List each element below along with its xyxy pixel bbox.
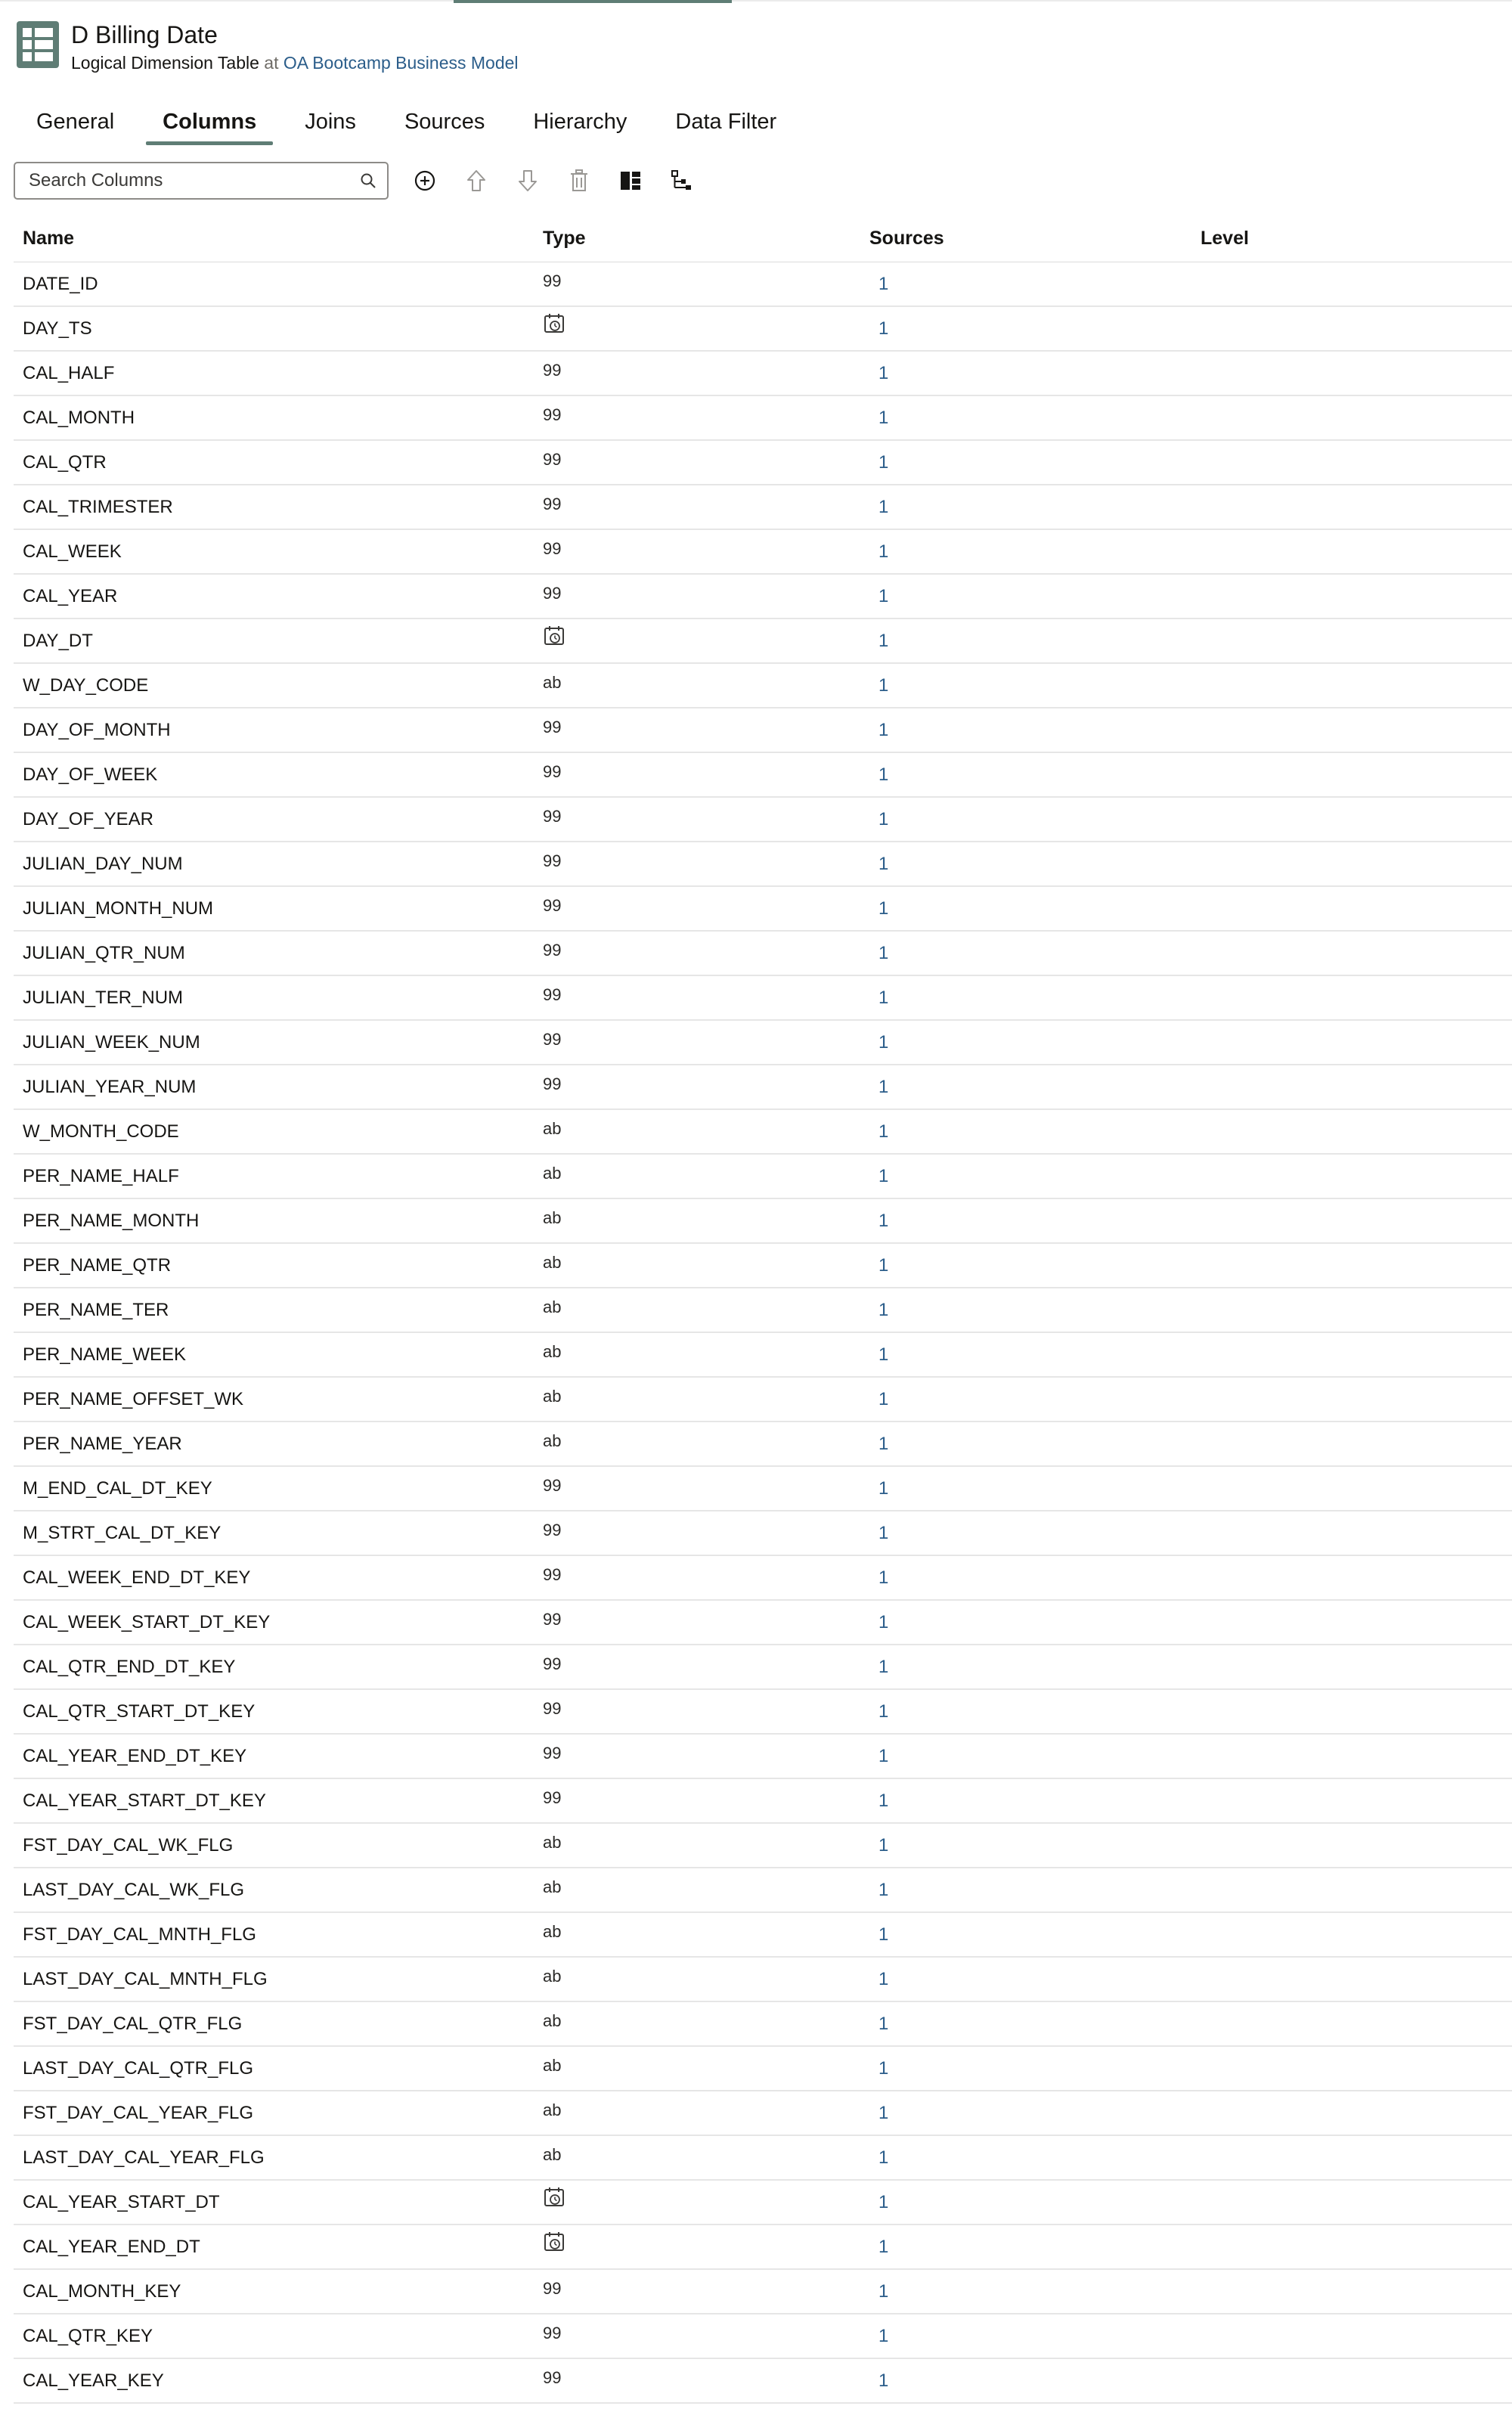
table-row[interactable] bbox=[14, 2225, 1512, 2270]
table-row[interactable] bbox=[14, 1244, 1512, 1288]
delete-button[interactable] bbox=[564, 166, 594, 196]
sources-link[interactable]: 1 bbox=[878, 451, 889, 473]
table-row[interactable] bbox=[14, 1065, 1512, 1110]
table-row[interactable] bbox=[14, 1288, 1512, 1333]
name-cell[interactable]: FST_DAY_CAL_YEAR_FLG bbox=[23, 2102, 254, 2123]
sources-link[interactable]: 1 bbox=[878, 1165, 889, 1186]
sources-link[interactable]: 1 bbox=[878, 2013, 889, 2034]
table-row[interactable] bbox=[14, 2359, 1512, 2404]
sources-link[interactable]: 1 bbox=[878, 1477, 889, 1499]
name-cell[interactable]: FST_DAY_CAL_QTR_FLG bbox=[23, 2013, 243, 2034]
name-cell[interactable]: CAL_WEEK_END_DT_KEY bbox=[23, 1567, 251, 1588]
type-cell: ab bbox=[543, 1341, 562, 1361]
name-cell[interactable]: CAL_YEAR_START_DT_KEY bbox=[23, 1790, 266, 1811]
name-cell[interactable]: CAL_MONTH bbox=[23, 407, 135, 428]
sources-link[interactable]: 1 bbox=[878, 2325, 889, 2346]
name-cell[interactable]: PER_NAME_YEAR bbox=[23, 1433, 182, 1454]
type-cell: 99 bbox=[543, 1787, 562, 1807]
type-cell: ab bbox=[543, 1163, 562, 1183]
table-row[interactable] bbox=[14, 485, 1512, 530]
table-row[interactable] bbox=[14, 2314, 1512, 2359]
name-cell[interactable]: JULIAN_DAY_NUM bbox=[23, 853, 183, 874]
type-cell: ab bbox=[543, 672, 562, 692]
type-cell: 99 bbox=[543, 717, 562, 736]
name-cell[interactable]: PER_NAME_HALF bbox=[23, 1165, 179, 1186]
table-row[interactable] bbox=[14, 262, 1512, 307]
add-column-button[interactable] bbox=[410, 166, 440, 196]
name-cell[interactable]: PER_NAME_OFFSET_WK bbox=[23, 1388, 244, 1409]
table-row[interactable] bbox=[14, 842, 1512, 887]
sources-link[interactable]: 1 bbox=[878, 318, 889, 339]
sources-link[interactable]: 1 bbox=[878, 1567, 889, 1588]
type-cell: 99 bbox=[543, 984, 562, 1004]
table-row[interactable] bbox=[14, 1779, 1512, 1824]
name-cell[interactable]: LAST_DAY_CAL_WK_FLG bbox=[23, 1879, 245, 1900]
name-cell[interactable]: M_STRT_CAL_DT_KEY bbox=[23, 1522, 222, 1543]
table-row[interactable] bbox=[14, 2002, 1512, 2047]
table-row[interactable] bbox=[14, 396, 1512, 441]
sources-link[interactable]: 1 bbox=[878, 674, 889, 696]
type-cell: 99 bbox=[543, 1520, 562, 1539]
type-cell: 99 bbox=[543, 360, 562, 380]
name-cell[interactable]: CAL_QTR bbox=[23, 451, 107, 473]
name-cell[interactable]: W_MONTH_CODE bbox=[23, 1121, 179, 1142]
name-cell[interactable]: JULIAN_WEEK_NUM bbox=[23, 1031, 200, 1053]
type-cell: ab bbox=[543, 2055, 562, 2075]
detail-view-icon bbox=[619, 169, 642, 192]
name-cell[interactable]: CAL_QTR_KEY bbox=[23, 2325, 153, 2346]
sources-link[interactable]: 1 bbox=[878, 585, 889, 606]
tab-general[interactable]: General bbox=[36, 110, 115, 134]
table-row[interactable] bbox=[14, 575, 1512, 619]
table-row[interactable] bbox=[14, 352, 1512, 396]
table-row[interactable] bbox=[14, 932, 1512, 976]
type-cell: 99 bbox=[543, 851, 562, 870]
header-level[interactable]: Level bbox=[1201, 227, 1249, 249]
name-cell[interactable]: CAL_MONTH_KEY bbox=[23, 2280, 181, 2302]
search-icon[interactable] bbox=[360, 172, 376, 189]
name-cell[interactable]: PER_NAME_QTR bbox=[23, 1254, 172, 1276]
name-cell[interactable]: CAL_TRIMESTER bbox=[23, 496, 173, 517]
sources-link[interactable]: 1 bbox=[878, 1254, 889, 1276]
arrow-up-icon bbox=[466, 169, 487, 193]
name-cell[interactable]: LAST_DAY_CAL_YEAR_FLG bbox=[23, 2147, 265, 2168]
sources-link[interactable]: 1 bbox=[878, 2191, 889, 2212]
sources-link[interactable]: 1 bbox=[878, 1701, 889, 1722]
type-cell: ab bbox=[543, 2144, 562, 2164]
name-cell[interactable]: FST_DAY_CAL_MNTH_FLG bbox=[23, 1924, 256, 1945]
name-cell[interactable]: DAY_OF_WEEK bbox=[23, 764, 158, 785]
name-cell[interactable]: JULIAN_QTR_NUM bbox=[23, 942, 185, 963]
name-cell[interactable]: CAL_YEAR_KEY bbox=[23, 2370, 164, 2391]
table-row[interactable] bbox=[14, 1199, 1512, 1244]
type-cell: 99 bbox=[543, 405, 562, 424]
page-subtitle bbox=[71, 51, 519, 74]
type-cell: ab bbox=[543, 1118, 562, 1138]
name-cell[interactable]: CAL_YEAR_END_DT bbox=[23, 2236, 200, 2257]
page-title: D Billing Date bbox=[71, 21, 218, 48]
sources-link[interactable]: 1 bbox=[878, 1834, 889, 1856]
type-cell: 99 bbox=[543, 2323, 562, 2342]
name-cell[interactable]: DATE_ID bbox=[23, 273, 98, 294]
type-cell: 99 bbox=[543, 1564, 562, 1584]
type-cell bbox=[543, 2186, 869, 2213]
sources-link[interactable]: 1 bbox=[878, 987, 889, 1008]
sources-link[interactable]: 1 bbox=[878, 1433, 889, 1454]
sources-link[interactable]: 1 bbox=[878, 407, 889, 428]
business-model-link[interactable]: OA Bootcamp Business Model bbox=[283, 53, 519, 73]
table-row[interactable] bbox=[14, 887, 1512, 932]
name-cell[interactable]: W_DAY_CODE bbox=[23, 674, 149, 696]
name-cell[interactable]: CAL_WEEK_START_DT_KEY bbox=[23, 1611, 271, 1632]
type-cell: 99 bbox=[543, 2367, 562, 2387]
table-row[interactable] bbox=[14, 753, 1512, 798]
sources-link[interactable]: 1 bbox=[878, 1968, 889, 1989]
type-cell: 99 bbox=[543, 895, 562, 915]
table-row[interactable] bbox=[14, 2181, 1512, 2225]
sources-link[interactable]: 1 bbox=[878, 362, 889, 383]
datetime-icon bbox=[543, 2186, 565, 2209]
sources-link[interactable]: 1 bbox=[878, 853, 889, 874]
move-down-button[interactable] bbox=[513, 166, 543, 196]
type-cell: 99 bbox=[543, 494, 562, 513]
sources-link[interactable]: 1 bbox=[878, 942, 889, 963]
tab-data-filter[interactable]: Data Filter bbox=[675, 110, 777, 134]
table-row[interactable] bbox=[14, 798, 1512, 842]
name-cell[interactable]: PER_NAME_WEEK bbox=[23, 1344, 187, 1365]
top-accent-bar bbox=[454, 0, 732, 3]
sources-link[interactable]: 1 bbox=[878, 1522, 889, 1543]
type-cell: 99 bbox=[543, 583, 562, 603]
table-row[interactable] bbox=[14, 2270, 1512, 2314]
move-up-button[interactable] bbox=[461, 166, 491, 196]
detail-view-button[interactable] bbox=[615, 166, 646, 196]
sources-link[interactable]: 1 bbox=[878, 1121, 889, 1142]
table-row[interactable] bbox=[14, 1735, 1512, 1779]
columns-table bbox=[14, 215, 1512, 2404]
search-box bbox=[14, 162, 389, 200]
search-input[interactable] bbox=[27, 169, 360, 192]
sources-link[interactable]: 1 bbox=[878, 1076, 889, 1097]
table-row[interactable] bbox=[14, 530, 1512, 575]
name-cell[interactable]: JULIAN_MONTH_NUM bbox=[23, 898, 214, 919]
name-cell[interactable]: CAL_QTR_START_DT_KEY bbox=[23, 1701, 256, 1722]
table-row[interactable] bbox=[14, 1511, 1512, 1556]
type-cell: ab bbox=[543, 1832, 562, 1852]
table-row[interactable] bbox=[14, 664, 1512, 708]
name-cell[interactable]: CAL_YEAR bbox=[23, 585, 118, 606]
table-row[interactable] bbox=[14, 2136, 1512, 2181]
header-text bbox=[71, 20, 519, 74]
table-row[interactable] bbox=[14, 1556, 1512, 1601]
sources-link[interactable]: 1 bbox=[878, 2102, 889, 2123]
table-row[interactable] bbox=[14, 1645, 1512, 1690]
sources-link[interactable]: 1 bbox=[878, 2370, 889, 2391]
sources-link[interactable]: 1 bbox=[878, 2057, 889, 2079]
type-cell: ab bbox=[543, 1386, 562, 1406]
datetime-icon bbox=[543, 312, 565, 335]
name-cell[interactable]: PER_NAME_TER bbox=[23, 1299, 169, 1320]
sources-link[interactable]: 1 bbox=[878, 2236, 889, 2257]
type-cell: 99 bbox=[543, 1074, 562, 1093]
type-cell: ab bbox=[543, 1431, 562, 1450]
columns-toolbar bbox=[14, 162, 697, 200]
tab-joins[interactable]: Joins bbox=[305, 110, 356, 134]
name-cell[interactable]: DAY_OF_MONTH bbox=[23, 719, 171, 740]
type-cell: 99 bbox=[543, 1654, 562, 1673]
name-cell[interactable]: JULIAN_TER_NUM bbox=[23, 987, 184, 1008]
type-cell: 99 bbox=[543, 806, 562, 826]
sources-link[interactable]: 1 bbox=[878, 1879, 889, 1900]
table-row[interactable] bbox=[14, 708, 1512, 753]
tab-hierarchy[interactable]: Hierarchy bbox=[533, 110, 627, 134]
table-row[interactable] bbox=[14, 1378, 1512, 1422]
type-cell: ab bbox=[543, 1208, 562, 1227]
name-cell[interactable]: CAL_WEEK bbox=[23, 541, 122, 562]
sources-link[interactable]: 1 bbox=[878, 1656, 889, 1677]
sources-link[interactable]: 1 bbox=[878, 2147, 889, 2168]
table-row[interactable] bbox=[14, 2047, 1512, 2091]
table-row[interactable] bbox=[14, 1155, 1512, 1199]
type-cell: ab bbox=[543, 2011, 562, 2030]
table-row[interactable] bbox=[14, 1690, 1512, 1735]
name-cell[interactable]: CAL_YEAR_START_DT bbox=[23, 2191, 220, 2212]
name-cell[interactable]: PER_NAME_MONTH bbox=[23, 1210, 200, 1231]
type-cell: ab bbox=[543, 1252, 562, 1272]
name-cell[interactable]: CAL_HALF bbox=[23, 362, 115, 383]
trash-icon bbox=[569, 169, 590, 193]
add-circle-icon bbox=[414, 169, 436, 192]
table-row[interactable] bbox=[14, 1110, 1512, 1155]
table-row[interactable] bbox=[14, 307, 1512, 352]
datetime-icon bbox=[543, 2231, 565, 2253]
sources-link[interactable]: 1 bbox=[878, 1344, 889, 1365]
name-cell[interactable]: LAST_DAY_CAL_QTR_FLG bbox=[23, 2057, 254, 2079]
table-row[interactable] bbox=[14, 619, 1512, 664]
sources-link[interactable]: 1 bbox=[878, 496, 889, 517]
sources-link[interactable]: 1 bbox=[878, 1210, 889, 1231]
type-cell: 99 bbox=[543, 1029, 562, 1049]
sources-link[interactable]: 1 bbox=[878, 1388, 889, 1409]
type-cell bbox=[543, 625, 869, 652]
type-cell: 99 bbox=[543, 449, 562, 469]
type-cell: 99 bbox=[543, 1743, 562, 1763]
hierarchy-view-button[interactable] bbox=[667, 166, 697, 196]
name-cell[interactable]: DAY_OF_YEAR bbox=[23, 808, 153, 829]
name-cell[interactable]: CAL_QTR_END_DT_KEY bbox=[23, 1656, 236, 1677]
header-name[interactable]: Name bbox=[23, 227, 75, 249]
type-cell bbox=[543, 312, 869, 339]
sources-link[interactable]: 1 bbox=[878, 273, 889, 294]
type-cell: 99 bbox=[543, 1609, 562, 1629]
sources-link[interactable]: 1 bbox=[878, 1745, 889, 1766]
table-row[interactable] bbox=[14, 1913, 1512, 1958]
name-cell[interactable]: M_END_CAL_DT_KEY bbox=[23, 1477, 212, 1499]
type-cell: 99 bbox=[543, 940, 562, 960]
sources-link[interactable]: 1 bbox=[878, 1611, 889, 1632]
subtitle-at: at bbox=[264, 53, 279, 73]
type-cell: 99 bbox=[543, 1475, 562, 1495]
sources-link[interactable]: 1 bbox=[878, 1031, 889, 1053]
tab-bar bbox=[20, 103, 793, 145]
type-cell: 99 bbox=[543, 2278, 562, 2298]
table-body bbox=[14, 262, 1512, 2404]
type-cell: ab bbox=[543, 2100, 562, 2119]
sources-link[interactable]: 1 bbox=[878, 1924, 889, 1945]
name-cell[interactable]: JULIAN_YEAR_NUM bbox=[23, 1076, 197, 1097]
type-cell: ab bbox=[543, 1877, 562, 1896]
sources-link[interactable]: 1 bbox=[878, 898, 889, 919]
header-sources[interactable]: Sources bbox=[869, 227, 944, 249]
page-header bbox=[17, 20, 519, 74]
type-cell bbox=[543, 2231, 869, 2258]
name-cell[interactable]: CAL_YEAR_END_DT_KEY bbox=[23, 1745, 247, 1766]
name-cell[interactable]: LAST_DAY_CAL_MNTH_FLG bbox=[23, 1968, 268, 1989]
sources-link[interactable]: 1 bbox=[878, 2280, 889, 2302]
type-cell: ab bbox=[543, 1297, 562, 1316]
arrow-down-icon bbox=[517, 169, 538, 193]
table-row[interactable] bbox=[14, 1467, 1512, 1511]
sources-link[interactable]: 1 bbox=[878, 630, 889, 651]
name-cell[interactable]: FST_DAY_CAL_WK_FLG bbox=[23, 1834, 234, 1856]
header-type[interactable]: Type bbox=[543, 227, 586, 249]
table-row[interactable] bbox=[14, 1333, 1512, 1378]
table-row[interactable] bbox=[14, 1021, 1512, 1065]
datetime-icon bbox=[543, 625, 565, 647]
table-row[interactable] bbox=[14, 1601, 1512, 1645]
sources-link[interactable]: 1 bbox=[878, 808, 889, 829]
table-icon bbox=[17, 21, 59, 68]
sources-link[interactable]: 1 bbox=[878, 719, 889, 740]
tab-sources[interactable]: Sources bbox=[404, 110, 485, 134]
type-cell: ab bbox=[543, 1921, 562, 1941]
table-row[interactable] bbox=[14, 1422, 1512, 1467]
table-row[interactable] bbox=[14, 441, 1512, 485]
sources-link[interactable]: 1 bbox=[878, 541, 889, 562]
type-cell: 99 bbox=[543, 271, 562, 290]
table-header bbox=[14, 215, 1512, 262]
tab-columns[interactable]: Columns bbox=[146, 103, 273, 145]
name-cell[interactable]: DAY_DT bbox=[23, 630, 93, 651]
type-cell: 99 bbox=[543, 761, 562, 781]
sources-link[interactable]: 1 bbox=[878, 1790, 889, 1811]
type-cell: ab bbox=[543, 1966, 562, 1986]
sources-link[interactable]: 1 bbox=[878, 1299, 889, 1320]
table-row[interactable] bbox=[14, 2091, 1512, 2136]
sources-link[interactable]: 1 bbox=[878, 764, 889, 785]
table-row[interactable] bbox=[14, 1824, 1512, 1868]
tree-icon bbox=[671, 169, 693, 192]
table-row[interactable] bbox=[14, 976, 1512, 1021]
type-cell: 99 bbox=[543, 538, 562, 558]
top-border bbox=[0, 0, 1512, 2]
object-type: Logical Dimension Table bbox=[71, 53, 259, 73]
table-row[interactable] bbox=[14, 1958, 1512, 2002]
table-row[interactable] bbox=[14, 1868, 1512, 1913]
type-cell: 99 bbox=[543, 1698, 562, 1718]
name-cell[interactable]: DAY_TS bbox=[23, 318, 92, 339]
